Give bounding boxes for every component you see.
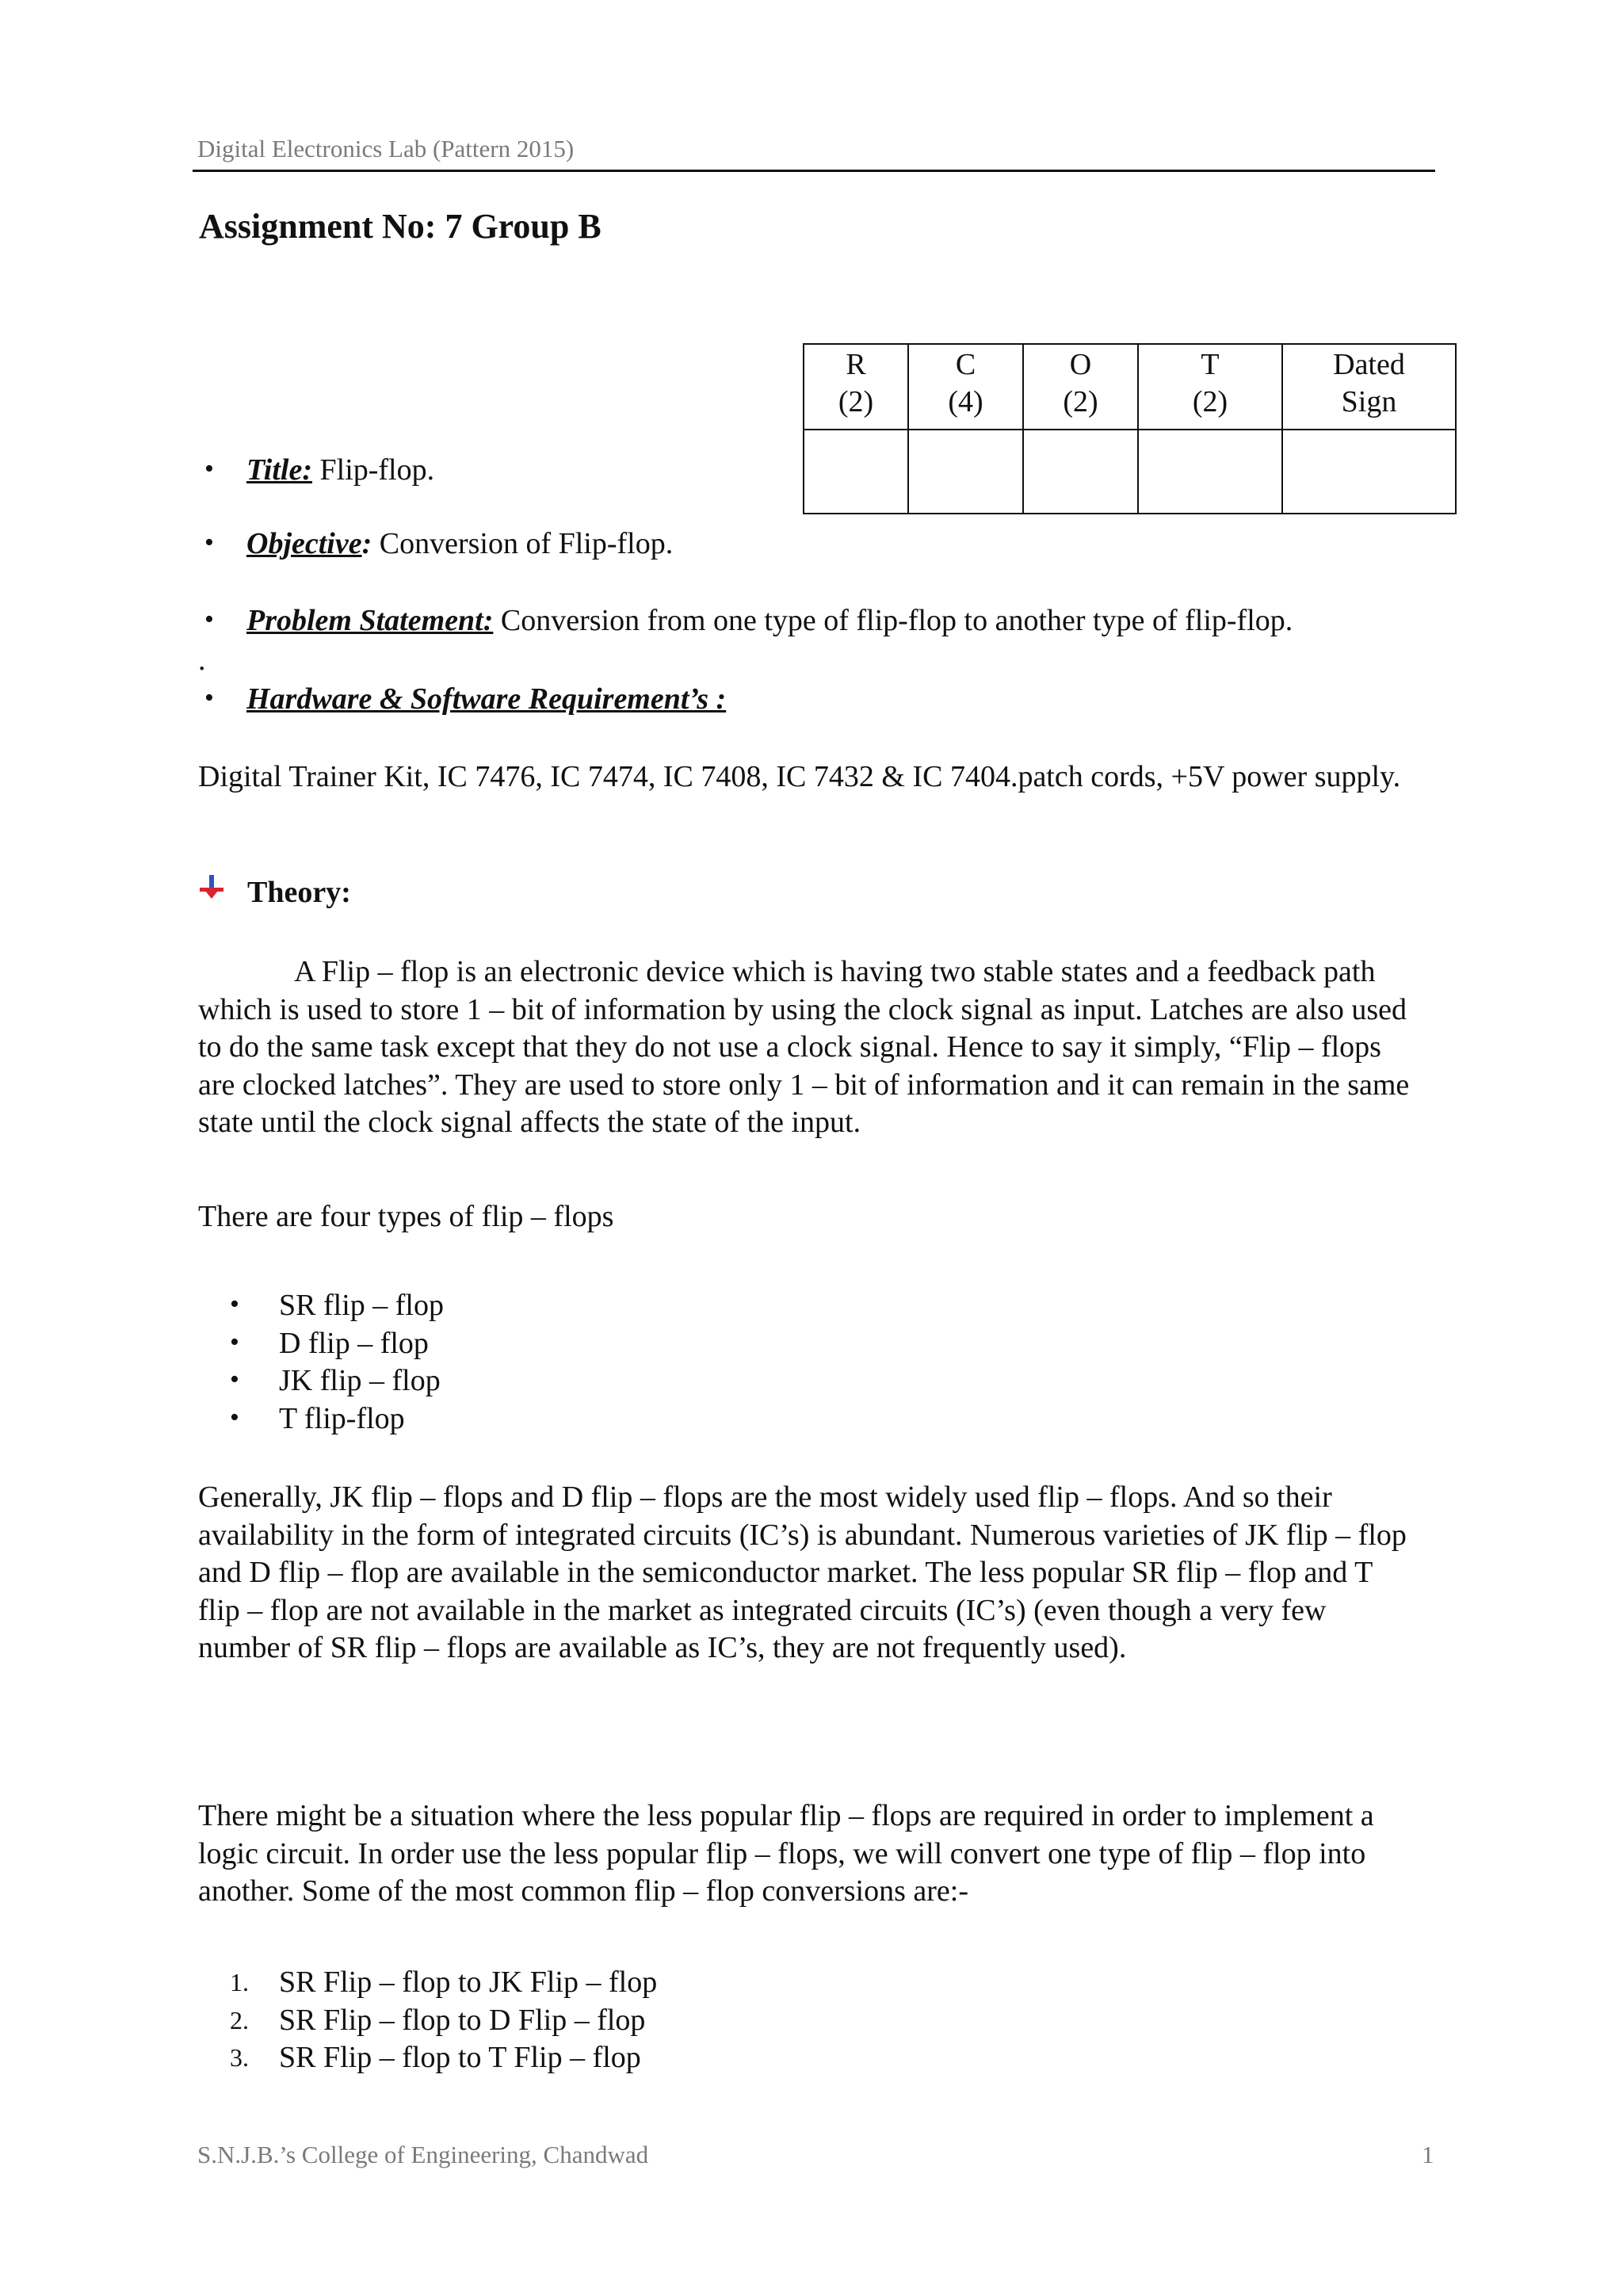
list-item: T flip-flop (279, 1402, 405, 1435)
marks-header-top: T (1201, 348, 1220, 381)
list-item: SR Flip – flop to T Flip – flop (279, 2041, 641, 2074)
marks-cell-o (1023, 344, 1138, 430)
list-item: SR Flip – flop to JK Flip – flop (279, 1966, 658, 1999)
marks-table-header-row (804, 344, 1456, 430)
assignment-title: Assignment No: 7 Group B (199, 207, 601, 246)
marks-cell-t (1138, 344, 1282, 430)
objective-label: Objective (246, 527, 362, 560)
footer-college: S.N.J.B.’s College of Engineering, Chandwad (197, 2141, 649, 2168)
types-intro: There are four types of flip – flops (198, 1200, 614, 1233)
marks-entry-cell (1023, 430, 1138, 514)
arrow-down-cross-icon (198, 873, 225, 900)
marks-header-bottom: (4) (948, 385, 983, 418)
list-item: SR flip – flop (279, 1289, 444, 1322)
bullet-dot-icon: • (230, 1365, 239, 1394)
marks-entry-cell (804, 430, 908, 514)
list-item: SR Flip – flop to D Flip – flop (279, 2004, 646, 2037)
problem-item (246, 602, 1293, 640)
marks-header-top: Dated (1333, 348, 1405, 381)
theory-heading: Theory: (247, 876, 351, 909)
marks-table (803, 343, 1457, 514)
marks-header-bottom: (2) (1192, 385, 1228, 418)
bullet-dot-icon: • (204, 454, 214, 483)
marks-header-bottom: (2) (1063, 385, 1098, 418)
objective-colon: : (361, 527, 372, 560)
objective-item (246, 525, 673, 563)
marks-table-entry-row (804, 430, 1456, 514)
title-value: Flip-flop. (312, 453, 435, 487)
marks-header-top: R (846, 348, 866, 381)
stray-dot: . (198, 644, 206, 677)
footer-page-number: 1 (1422, 2141, 1434, 2168)
marks-header-top: C (955, 348, 976, 381)
theory-paragraph-1: A Flip – flop is an electronic device which is having two stable states and a feedback path which is used to store 1 – bit of information by using the clock signal as input. Latches are also used to do the same task except that they do not use a clock signal. Hence to say it simply, “Flip – flops are clocked latches”. They are used to store only 1 – bit of information and it can remain in the same state until the clock signal affects the state of the input. (198, 955, 1410, 1139)
objective-value: Conversion of Flip-flop. (372, 527, 674, 560)
bullet-dot-icon: • (204, 528, 214, 557)
list-number: 3. (230, 2043, 249, 2072)
title-item (246, 452, 434, 490)
marks-cell-c (908, 344, 1023, 430)
theory-paragraph-2: Generally, JK flip – flops and D flip – flops are the most widely used flip – flops. And so their availability in the form of integrated circuits (IC’s) is abundant. Numerous varieties of JK flip – flop and D flip – flop are available in the semiconductor market. The less popular SR flip – flop and T flip – flop are not available in the market as integrated circuits (IC’s) (even though a very few number of SR flip – flops are available as IC’s, they are not frequently used). (198, 1480, 1407, 1664)
bullet-dot-icon: • (204, 605, 214, 634)
marks-entry-cell (1138, 430, 1282, 514)
list-item: JK flip – flop (279, 1364, 441, 1397)
header-rule (193, 170, 1435, 172)
marks-entry-cell (1282, 430, 1456, 514)
requirements-text: Digital Trainer Kit, IC 7476, IC 7474, IC 7408, IC 7432 & IC 7404.patch cords, +5V power supply. (198, 760, 1401, 793)
marks-cell-dated-sign (1282, 344, 1456, 430)
bullet-dot-icon: • (204, 683, 214, 712)
marks-cell-r (804, 344, 908, 430)
problem-label: Problem Statement: (246, 604, 494, 637)
page-header: Digital Electronics Lab (Pattern 2015) (197, 135, 575, 162)
marks-header-bottom: (2) (838, 385, 874, 418)
hardware-item (246, 681, 726, 719)
title-label: Title: (246, 453, 312, 487)
list-item: D flip – flop (279, 1327, 429, 1360)
problem-value: Conversion from one type of flip-flop to another type of flip-flop. (493, 604, 1293, 637)
bullet-dot-icon: • (230, 1289, 239, 1319)
hardware-label: Hardware & Software Requirement’s : (246, 682, 727, 716)
marks-header-top: O (1069, 348, 1092, 381)
list-number: 1. (230, 1968, 249, 1996)
list-number: 2. (230, 2006, 249, 2034)
bullet-dot-icon: • (230, 1403, 239, 1432)
marks-header-bottom: Sign (1341, 385, 1397, 418)
marks-entry-cell (908, 430, 1023, 514)
theory-paragraph-3: There might be a situation where the less popular flip – flops are required in order to implement a logic circuit. In order use the less popular flip – flops, we will convert one type of flip – flop into another. Some of the most common flip – flop conversions are:- (198, 1799, 1374, 1908)
bullet-dot-icon: • (230, 1328, 239, 1357)
